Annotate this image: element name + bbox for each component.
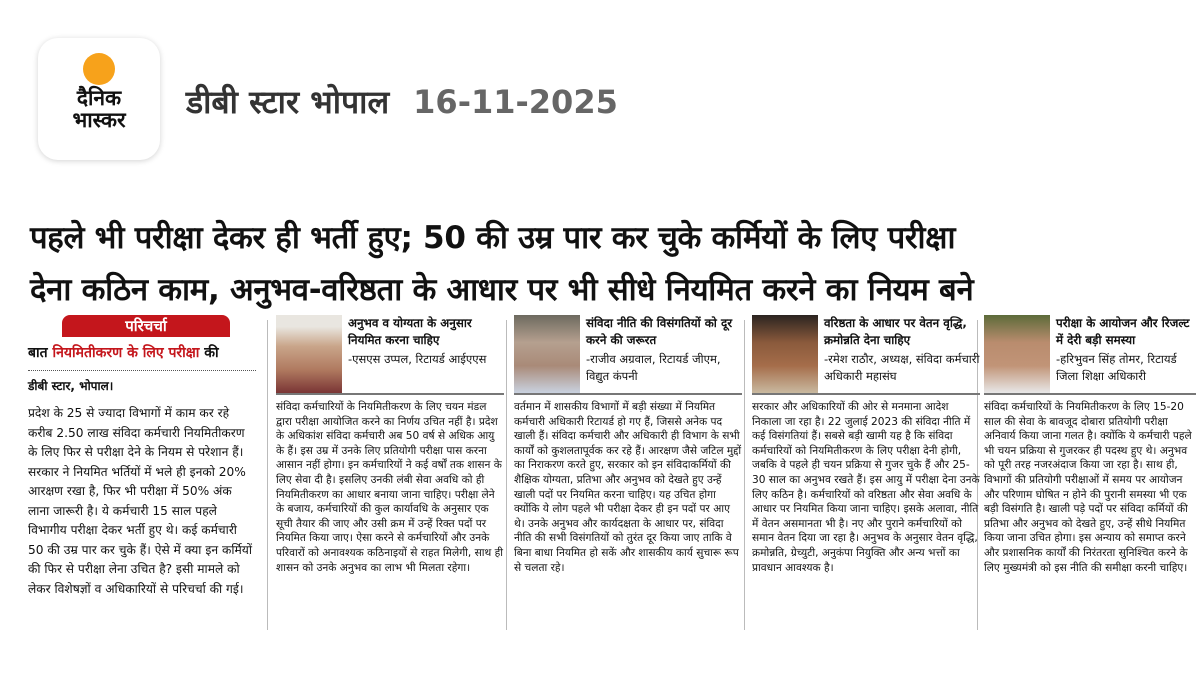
opinion-column xyxy=(984,315,1196,575)
opinion-column xyxy=(752,315,980,575)
dainik-bhaskar-logo xyxy=(38,38,160,160)
logo-line-2: भास्कर xyxy=(72,108,126,132)
author-photo xyxy=(276,315,342,393)
lead-title-post: की xyxy=(199,345,219,361)
opinion-body: संविदा कर्मचारियों के नियमितीकरण के लिए चयन मंडल द्वारा परीक्षा आयोजित करने का निर्णय उचित नहीं है। प्रदेश के अधिकांश संविदा कर्मचारी अब 50 वर्ष से अधिक आयु के हैं। इस उम्र में उनके लिए प्रतियोगी परीक्षा पास करना आसान नहीं होगा। इन कर्मचारियों ने कई वर्षों तक शासन के लिए सेवा दी है। इसलिए उनकी लंबी सेवा अवधि को ही नियमितीकरण का आधार बनाया जाना चाहिए। परीक्षा लेने के बजाय, कर्मचारियों की कुल कार्यावधि के अनुसार एक सूची तैयार की जाए और उसी क्रम में उन्हें रिक्त पदों पर नियमित किया जाए। ऐसा करने से कर्मचारियों और उनके परिवारों को अनावश्यक कठिनाइयों से राहत मिलेगी, साथ ही शासन को उनके अनुभव का लाभ भी मिलता रहेगा। xyxy=(276,401,504,574)
column-divider xyxy=(744,320,745,630)
column-divider xyxy=(506,320,507,630)
author-photo xyxy=(752,315,818,393)
lead-title-pre: बात xyxy=(28,345,53,361)
dateline: डीबी स्टार, भोपाल। xyxy=(28,379,114,393)
dotted-divider xyxy=(28,370,256,371)
lead-title-highlight: नियमितीकरण के लिए परीक्षा xyxy=(52,345,200,361)
opinion-column xyxy=(276,315,504,575)
author-photo xyxy=(984,315,1050,393)
logo-line-1: दैनिक xyxy=(76,86,122,110)
sun-icon xyxy=(83,53,115,85)
masthead xyxy=(186,80,618,123)
headline-line-1: पहले भी परीक्षा देकर ही भर्ती हुए; 50 की उम्र पार कर चुके कर्मियों के लिए परीक्षा xyxy=(30,220,956,256)
opinion-author: -रमेश राठौर, अध्यक्ष, संविदा कर्मचारी अधिकारी महासंघ xyxy=(824,352,980,383)
opinion-title: संविदा नीति की विसंगतियों को दूर करने की जरूरत xyxy=(586,316,733,347)
opinion-author: -हरिभुवन सिंह तोमर, रिटायर्ड जिला शिक्षा अधिकारी xyxy=(1056,352,1177,383)
opinion-column xyxy=(514,315,742,575)
lead-column xyxy=(28,315,256,599)
opinion-title: वरिष्ठता के आधार पर वेतन वृद्धि, क्रमोन्नति देना चाहिए xyxy=(824,316,967,347)
edition-date: 16-11-2025 xyxy=(413,83,618,121)
opinion-author: -एसएस उप्पल, रिटायर्ड आईएएस xyxy=(348,352,487,366)
headline xyxy=(30,212,1190,316)
opinion-body: संविदा कर्मचारियों के नियमितीकरण के लिए 15-20 साल की सेवा के बावजूद दोबारा प्रतियोगी परीक्षा अनिवार्य किया जाना गलत है। क्योंकि ये कर्मचारी पहले भी चयन प्रक्रिया से गुजरकर ही पदस्थ हुए थे। अनुभव को पूरी तरह नजरअंदाज किया जा रहा है। साथ ही, विभागों की प्रतियोगी परीक्षाओं में समय पर आयोजन और परिणाम घोषित न होने की पुरानी समस्या भी एक बड़ी विसंगति है। खाली पड़े पदों पर संविदा कर्मियों की प्रतिभा और अनुभव को देखते हुए, उन्हें सीधे नियमित किया जाना उचित होगा। इस अन्याय को समाप्त करने और प्रशासनिक कार्यों की निरंतरता सुनिश्चित करने के लिए मुख्यमंत्री को इस नीति की समीक्षा करनी चाहिए। xyxy=(984,401,1192,574)
opinion-body: सरकार और अधिकारियों की ओर से मनमाना आदेश निकाला जा रहा है। 22 जुलाई 2023 की संविदा नीति में कई विसंगतियां हैं। सबसे बड़ी खामी यह है कि संविदा कर्मचारियों को नियमितीकरण के लिए परीक्षा देनी होगी, जबकि वे पहले ही चयन प्रक्रिया से गुजर चुके हैं और 25-30 साल का अनुभव रखते हैं। इस आयु में परीक्षा देना उनके लिए कठिन है। कर्मचारियों को वरिष्ठता और सेवा अवधि के आधार पर नियमित किया जाना चाहिए। इसके अलावा, नीति में वेतन असमानता भी है। नए और पुराने कर्मचारियों को समान वेतन दिया जा रहा है। अनुभव के अनुसार वेतन वृद्धि, क्रमोन्नति, ग्रेच्युटी, अनुकंपा नियुक्ति और अन्य भत्तों का प्रावधान आवश्यक है। xyxy=(752,401,980,574)
edition-title: डीबी स्टार भोपाल xyxy=(186,83,390,121)
opinion-title: अनुभव व योग्यता के अनुसार नियमित करना चाहिए xyxy=(348,316,472,347)
opinion-title: परीक्षा के आयोजन और रिजल्ट में देरी बड़ी समस्या xyxy=(1056,316,1190,347)
column-divider xyxy=(267,320,268,630)
section-badge: परिचर्चा xyxy=(62,315,230,337)
opinion-author: -राजीव अग्रवाल, रिटायर्ड जीएम, विद्युत कंपनी xyxy=(586,352,721,383)
lead-title xyxy=(28,343,256,362)
headline-line-2: देना कठिन काम, अनुभव-वरिष्ठता के आधार पर भी सीधे नियमित करने का नियम बने xyxy=(30,272,974,308)
author-photo xyxy=(514,315,580,393)
opinion-body: वर्तमान में शासकीय विभागों में बड़ी संख्या में नियमित कर्मचारी अधिकारी रिटायर्ड हो गए हैं, जिससे अनेक पद खाली हैं। संविदा कर्मचारी और अधिकारी ही विभाग के सभी कार्यों को कुशलतापूर्वक कर रहे हैं। आरक्षण जैसे जटिल मुद्दों का निराकरण करते हुए, सरकार को इन संविदाकर्मियों की शैक्षिक योग्यता, प्रतिभा और अनुभव को देखते हुए उन्हें खाली पदों पर नियमित करना चाहिए। यह उचित होगा क्योंकि ये लोग पहले भी परीक्षा देकर ही इन पदों पर आए थे। उनके अनुभव और कार्यदक्षता के आधार पर, संविदा नीति की सभी विसंगतियों को तुरंत दूर किया जाए ताकि वे बिना बाधा नियमित हो सकें और शासकीय कार्य सुचारू रूप से चलता रहे। xyxy=(514,401,742,574)
lead-body: प्रदेश के 25 से ज्यादा विभागों में काम कर रहे करीब 2.50 लाख संविदा कर्मचारी नियमितीकरण के लिए फिर से परीक्षा देने के नियम से परेशान हैं। सरकार ने नियमित भर्तियों में भले ही इनको 20% आरक्षण रखा है, फिर भी परीक्षा में 50% अंक लाना जारूरी है। ये कर्मचारी 15 साल पहले विभागीय परीक्षा देकर भर्ती हुए थे। कई कर्मचारी 50 की उम्र पार कर चुके हैं। ऐसे में क्या इन कर्मियों की फिर से परीक्षा लेना उचित है? इसी मामले को लेकर विशेषज्ञों व अधिकारियों से परिचर्चा की गई। xyxy=(28,406,252,596)
